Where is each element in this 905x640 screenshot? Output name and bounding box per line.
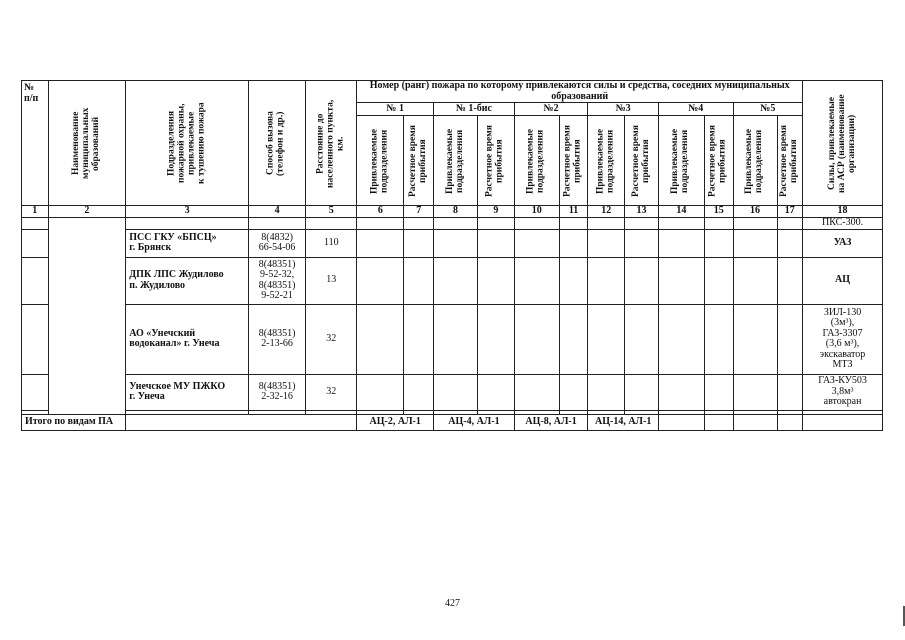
header-rank-2: №2 — [514, 103, 588, 116]
header-rank-group: Номер (ранг) пожара по которому привлекаются силы и средства, соседних муниципальных образований — [357, 81, 803, 103]
column-number: 4 — [248, 206, 305, 218]
header-num: № п/п — [22, 81, 49, 206]
column-number: 13 — [625, 206, 659, 218]
header-sub-time: Расчетное время прибытия — [704, 116, 733, 206]
column-number: 1 — [22, 206, 49, 218]
unit-phone: 8(4832) 66-54-06 — [248, 229, 305, 257]
header-sub-units: Привлекаемые подразделения — [434, 116, 478, 206]
header-municipality: Наименование муниципальных образований — [48, 81, 126, 206]
header-rank-1: № 1 — [357, 103, 434, 116]
unit-distance: 32 — [306, 374, 357, 410]
header-sub-time: Расчетное время прибытия — [777, 116, 803, 206]
unit-distance: 32 — [306, 304, 357, 374]
header-sub-units: Привлекаемые подразделения — [733, 116, 777, 206]
column-number: 5 — [306, 206, 357, 218]
page-number: 427 — [445, 598, 460, 609]
header-sub-time: Расчетное время прибытия — [404, 116, 434, 206]
unit-distance: 13 — [306, 257, 357, 304]
header-sub-time: Расчетное время прибытия — [625, 116, 659, 206]
header-rank-5: №5 — [733, 103, 803, 116]
header-sub-time: Расчетное время прибытия — [477, 116, 514, 206]
table-row — [22, 218, 883, 230]
unit-asr: ГАЗ-КУ503 3,8м³ автокран — [803, 374, 883, 410]
column-number: 12 — [588, 206, 625, 218]
unit-name: Унечское МУ ПЖКО г. Унеча — [126, 374, 249, 410]
totals-rank-3: АЦ-14, АЛ-1 — [588, 414, 659, 430]
column-number: 11 — [559, 206, 588, 218]
unit-phone: 8(48351) 2-13-66 — [248, 304, 305, 374]
column-number: 14 — [658, 206, 704, 218]
column-number: 10 — [514, 206, 559, 218]
table-row — [22, 374, 883, 410]
unit-asr: АЦ — [803, 257, 883, 304]
unit-phone: 8(48351) 9-52-32, 8(48351) 9-52-21 — [248, 257, 305, 304]
column-number: 3 — [126, 206, 249, 218]
unit-phone: 8(48351) 2-32-16 — [248, 374, 305, 410]
header-call-method: Способ вызова (телефон и др.) — [248, 81, 305, 206]
header-sub-units: Привлекаемые подразделения — [588, 116, 625, 206]
header-distance: Расстояние до населенного пункта, км. — [306, 81, 357, 206]
header-sub-units: Привлекаемые подразделения — [514, 116, 559, 206]
table-row — [22, 229, 883, 257]
column-number: 17 — [777, 206, 803, 218]
unit-asr: ЗИЛ-130 (3м³), ГАЗ-3307 (3,6 м³), экскаватор МТЗ — [803, 304, 883, 374]
column-number: 9 — [477, 206, 514, 218]
totals-rank-1: АЦ-2, АЛ-1 — [357, 414, 434, 430]
table-row — [22, 257, 883, 304]
column-number: 7 — [404, 206, 434, 218]
totals-label: Итого по видам ПА — [22, 414, 126, 430]
asr-note: ПКС-300. — [803, 218, 883, 230]
table-row — [22, 304, 883, 374]
header-sub-units: Привлекаемые подразделения — [357, 116, 404, 206]
column-number-row — [22, 206, 883, 218]
unit-name: ДПК ЛПС Жудилово п. Жудилово — [126, 257, 249, 304]
totals-rank-2: АЦ-8, АЛ-1 — [514, 414, 588, 430]
column-number: 2 — [48, 206, 126, 218]
header-sub-units: Привлекаемые подразделения — [658, 116, 704, 206]
totals-row — [22, 414, 883, 430]
column-number: 15 — [704, 206, 733, 218]
totals-rank-1bis: АЦ-4, АЛ-1 — [434, 414, 515, 430]
header-rank-1bis: № 1-бис — [434, 103, 515, 116]
unit-asr: УАЗ — [803, 229, 883, 257]
header-units: Подразделения пожарной охраны, привлекаемые к тушению пожара — [126, 81, 249, 206]
header-asr: Силы, привлекаемые на АСР (наименование организации) — [803, 81, 883, 206]
unit-name: АО «Унечский водоканал» г. Унеча — [126, 304, 249, 374]
column-number: 8 — [434, 206, 478, 218]
header-rank-4: №4 — [658, 103, 733, 116]
header-sub-time: Расчетное время прибытия — [559, 116, 588, 206]
column-number: 6 — [357, 206, 404, 218]
unit-distance: 110 — [306, 229, 357, 257]
unit-name: ПСС ГКУ «БПСЦ» г. Брянск — [126, 229, 249, 257]
header-rank-3: №3 — [588, 103, 659, 116]
column-number: 16 — [733, 206, 777, 218]
fire-resources-table — [21, 80, 883, 431]
column-number: 18 — [803, 206, 883, 218]
